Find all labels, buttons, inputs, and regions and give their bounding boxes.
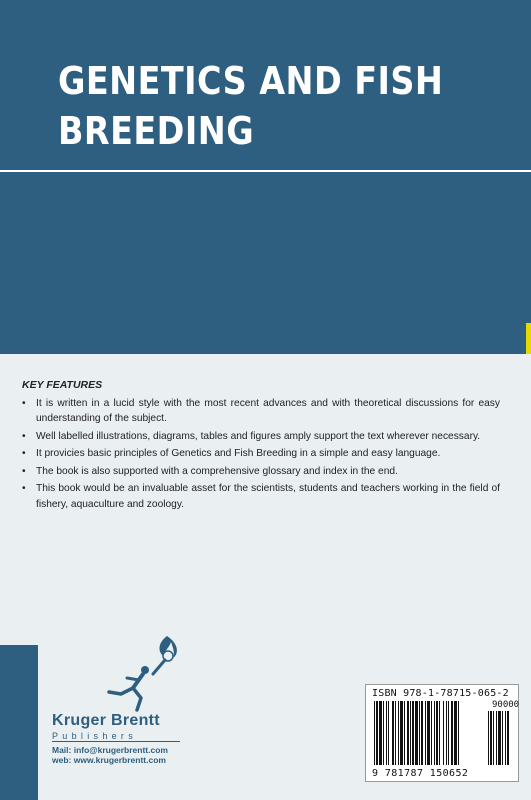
running-man-torch-icon	[95, 632, 185, 714]
bullet-icon: •	[22, 430, 26, 442]
feature-item: • It is written in a lucid style with the most recent advances and with theoretical discussions for easy understanding of the subject.	[22, 397, 500, 424]
features-list	[22, 396, 500, 513]
price-code: 90000	[492, 700, 520, 710]
title-line-1: GENETICS AND FISH	[58, 59, 444, 103]
isbn-number: ISBN 978-1-78715-065-2	[372, 688, 509, 699]
book-title	[58, 56, 463, 156]
bullet-icon: •	[22, 483, 26, 494]
cover-top-band	[0, 0, 531, 354]
feature-item: • It provicies basic principles of Genetics and Fish Breeding in a simple and easy language.	[22, 446, 500, 462]
feature-item: • Well labelled illustrations, diagrams, tables and figures amply support the text wherever necessary.	[22, 429, 500, 445]
barcode-bars	[372, 701, 514, 767]
publisher-contact	[52, 745, 168, 765]
bullet-icon: •	[22, 397, 26, 409]
feature-item: • This book would be an invaluable asset for the scientists, students and teachers working in the field of fishery, aquaculture and zoology.	[22, 483, 500, 510]
title-divider	[0, 170, 531, 172]
isbn-barcode	[365, 684, 519, 782]
bullet-icon: •	[22, 448, 26, 459]
feature-item: • The book is also supported with a comprehensive glossary and index in the end.	[22, 464, 500, 480]
spine-accent-mark	[526, 323, 531, 354]
barcode-digits: 9 781787 150652	[372, 768, 469, 779]
bottom-left-accent-bar	[0, 645, 38, 800]
publisher-name: Kruger Brentt	[52, 712, 160, 729]
key-features-section	[22, 378, 500, 514]
bullet-icon: •	[22, 465, 26, 477]
key-features-heading: KEY FEATURES	[22, 379, 103, 391]
publisher-subtitle: Publishers	[52, 731, 138, 741]
publisher-web: web: www.krugerbrentt.com	[52, 755, 166, 765]
publisher-divider	[52, 741, 180, 742]
title-line-2: BREEDING	[58, 109, 255, 153]
publisher-mail: Mail: info@krugerbrentt.com	[52, 745, 168, 755]
